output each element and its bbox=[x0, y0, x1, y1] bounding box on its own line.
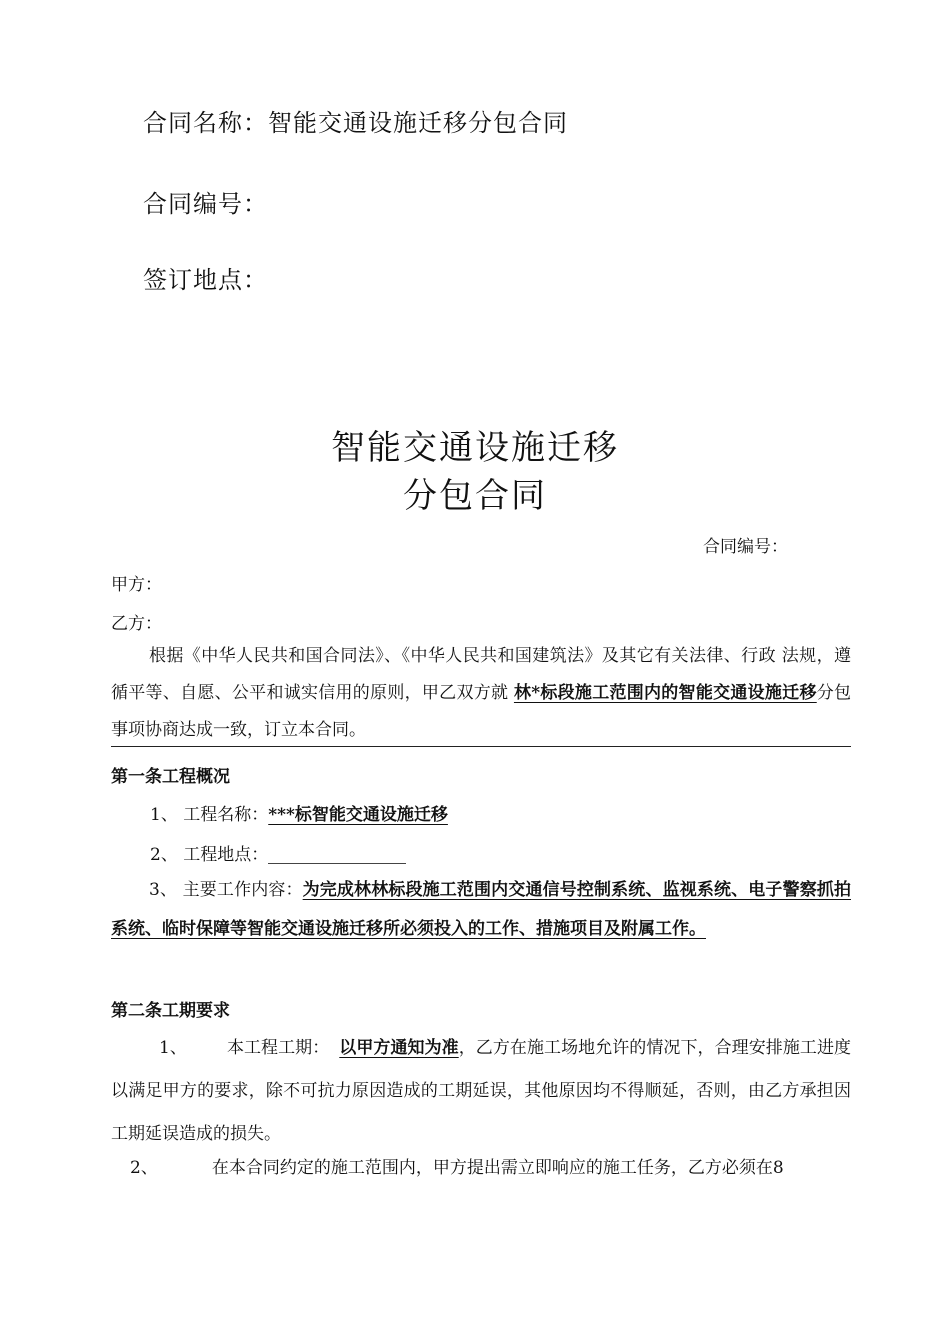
duration-text: ，乙方在施工场地允许的情况下，合理安排施工进度以满足甲方的要求，除不可抗力原因造成的工期延误，其他原因均不得顺延，否则，由乙方承担因工期延误造成的损失。 bbox=[111, 1038, 852, 1144]
intro-project-scope: 林*标段施工范围内的智能交通设施迁移 bbox=[513, 683, 817, 703]
intro-paragraph bbox=[111, 638, 851, 749]
duration-label: 本工程工期： bbox=[226, 1038, 330, 1058]
cover-contract-number: 合同编号： bbox=[143, 190, 268, 218]
party-a-label: 甲方： bbox=[111, 575, 162, 595]
project-location-blank bbox=[268, 845, 406, 864]
document-title-line2: 分包合同 bbox=[403, 476, 547, 516]
article1-heading: 第一条工程概况 bbox=[111, 767, 230, 787]
work-content-value: 为完成林林标段施工范围内交通信号控制系统、监视系统、电子警察抓拍系统、临时保障等智能交通设施迁移所必须投入的工作、措施项目及附属工作。 bbox=[111, 880, 851, 939]
party-b-label: 乙方： bbox=[111, 614, 162, 634]
article1-item1 bbox=[150, 800, 890, 825]
section-divider bbox=[111, 746, 851, 747]
header-contract-number: 合同编号： bbox=[703, 537, 788, 557]
intro-tail: 分包事项协商达成一致，订立本合同。 bbox=[111, 683, 852, 740]
duration-value: 以甲方通知为准 bbox=[339, 1038, 459, 1058]
project-location-label: 2、 工程地点： bbox=[150, 845, 269, 865]
work-content-label: 3、 主要工作内容： bbox=[149, 880, 303, 900]
urgent-task-number: 2、 bbox=[130, 1158, 158, 1178]
article1-item2 bbox=[150, 840, 890, 865]
project-name-value: ***标智能交通设施迁移 bbox=[268, 805, 448, 825]
intro-text: 根据《中华人民共和国合同法》、《中华人民共和国建筑法》及其它有关法律、行政 法规，遵循平等、自愿、公平和诚实信用的原则，甲乙双方就 bbox=[111, 646, 851, 703]
document-title-line1: 智能交通设施迁移 bbox=[331, 428, 619, 468]
article2-item2 bbox=[130, 1153, 851, 1178]
cover-sign-place: 签订地点： bbox=[143, 266, 268, 294]
urgent-task-text: 在本合同约定的施工范围内，甲方提出需立即响应的施工任务，乙方必须在8 bbox=[211, 1158, 784, 1178]
duration-number: 1、 bbox=[159, 1038, 187, 1058]
cover-contract-name: 合同名称：智能交通设施迁移分包合同 bbox=[143, 109, 568, 137]
article2-item1 bbox=[111, 1027, 851, 1156]
article2-heading: 第二条工期要求 bbox=[111, 1001, 230, 1021]
article1-item3 bbox=[111, 871, 851, 949]
project-name-label: 1、 工程名称： bbox=[150, 805, 269, 825]
